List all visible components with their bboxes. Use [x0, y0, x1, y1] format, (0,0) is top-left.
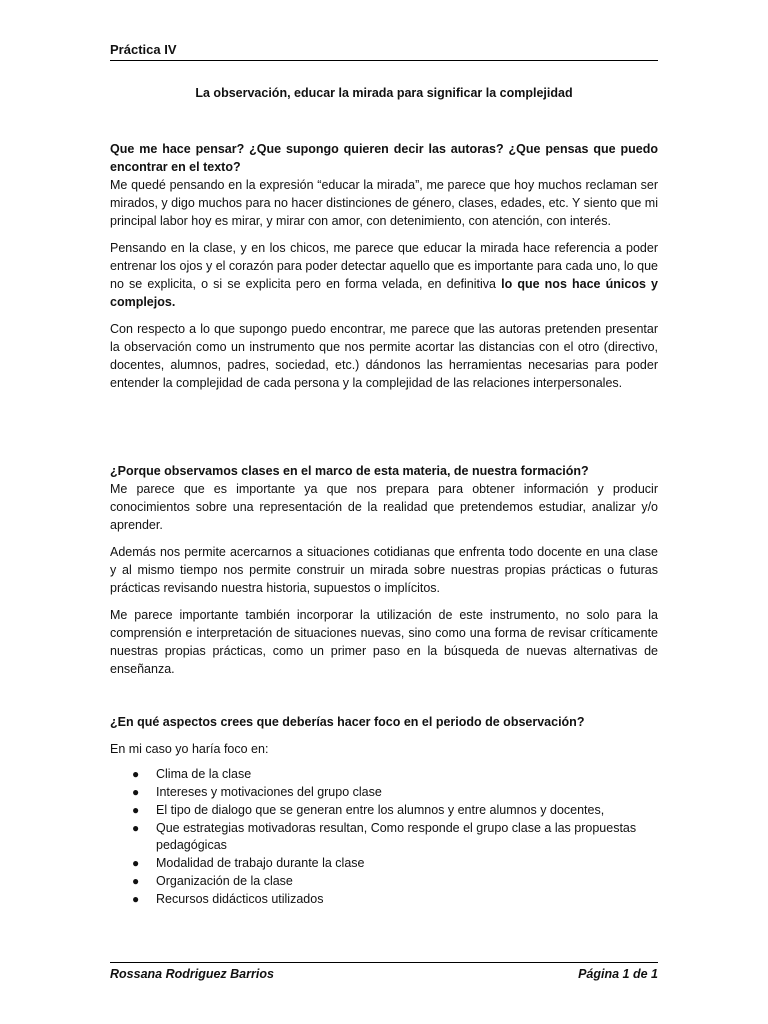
section-3-intro: En mi caso yo haría foco en:: [110, 742, 269, 756]
section-2-paragraph-3: Me parece importante también incorporar la utilización de este instrumento, no solo para la comprensión e interpretación de situaciones nuevas, sino como una forma de revisar críticamente nuestras propias prácticas, como un primer paso en la búsqueda de nuevas alternativas de enseñanza.: [110, 608, 658, 676]
list-item: [110, 784, 658, 801]
bullet-icon: ●: [132, 892, 140, 906]
bullet-icon: ●: [132, 767, 140, 781]
section-1-paragraph-2-text: Pensando en la clase, y en los chicos, me parece que educar la mirada hace referencia a poder entrenar los ojos y el corazón para poder detectar aquello que es importante para cada uno, lo que no se explicita, o si se explicita pero en forma velada, en definitiva: [110, 241, 658, 291]
section-3-question: ¿En qué aspectos crees que deberías hacer foco en el periodo de observación?: [110, 715, 585, 729]
section-2-paragraph-1: Me parece que es importante ya que nos prepara para obtener información y producir conocimientos sobre una representación de la realidad que pretendemos estudiar, analizar y/o aprender.: [110, 482, 658, 532]
list-item: [110, 766, 658, 783]
bullet-icon: ●: [132, 821, 140, 835]
section-2: [110, 462, 658, 678]
section-3: [110, 713, 658, 758]
section-1-paragraph-2: [110, 239, 658, 311]
list-item: [110, 891, 658, 908]
section-1-question: Que me hace pensar? ¿Que supongo quieren decir las autoras? ¿Que pensas que puedo encontrar en el texto?: [110, 142, 658, 174]
list-item: [110, 820, 658, 854]
list-item: [110, 802, 658, 819]
page-header: [110, 42, 658, 61]
document-title: La observación, educar la mirada para significar la complejidad: [195, 86, 573, 100]
bullet-icon: ●: [132, 856, 140, 870]
section-1-paragraph-3: Con respecto a lo que supongo puedo encontrar, me parece que las autoras pretenden presentar la observación como un instrumento que nos permite acortar las distancias con el otro (directivo, docentes, alumnos, padres, sociedad, etc.) dándonos las herramientas necesarias para poder entender la complejidad de cada persona y la complejidad de las relaciones interpersonales.: [110, 322, 658, 390]
footer-author: Rossana Rodriguez Barrios: [110, 967, 274, 981]
page-footer: [110, 962, 658, 981]
header-title: Práctica IV: [110, 42, 177, 57]
list-item-text: Organización de la clase: [156, 874, 293, 888]
section-2-question: ¿Porque observamos clases en el marco de esta materia, de nuestra formación?: [110, 464, 589, 478]
bullet-icon: ●: [132, 874, 140, 888]
section-2-paragraph-2: Además nos permite acercarnos a situaciones cotidianas que enfrenta todo docente en una clase y al mismo tiempo nos permite construir un mirada sobre nuestras propias prácticas o futuras prácticas revisando nuestra historia, supuestos o implícitos.: [110, 545, 658, 595]
list-item-text: Que estrategias motivadoras resultan, Como responde el grupo clase a las propuestas pedagógicas: [156, 821, 637, 852]
bullet-icon: ●: [132, 785, 140, 799]
section-1: [110, 140, 658, 392]
list-item-text: Clima de la clase: [156, 767, 252, 781]
list-item: [110, 855, 658, 872]
bullet-icon: ●: [132, 803, 140, 817]
section-1-paragraph-1: Me quedé pensando en la expresión “educar la mirada”, me parece que hoy muchos reclaman ser mirados, y digo muchos para no hacer distinciones de género, clases, edades, etc. Y siento que mi principal labor hoy es mirar, y mirar con amor, con detenimiento, con atención, con interés.: [110, 178, 658, 228]
list-item-text: Intereses y motivaciones del grupo clase: [156, 785, 382, 799]
focus-bullet-list: [110, 766, 658, 909]
list-item-text: El tipo de dialogo que se generan entre los alumnos y entre alumnos y docentes,: [156, 803, 605, 817]
section-1-paragraph-2-emphasis: lo que nos hace únicos y complejos.: [110, 277, 658, 309]
list-item: [110, 873, 658, 890]
list-item-text: Modalidad de trabajo durante la clase: [156, 856, 365, 870]
list-item-text: Recursos didácticos utilizados: [156, 892, 324, 906]
footer-page-number: Página 1 de 1: [578, 967, 658, 981]
